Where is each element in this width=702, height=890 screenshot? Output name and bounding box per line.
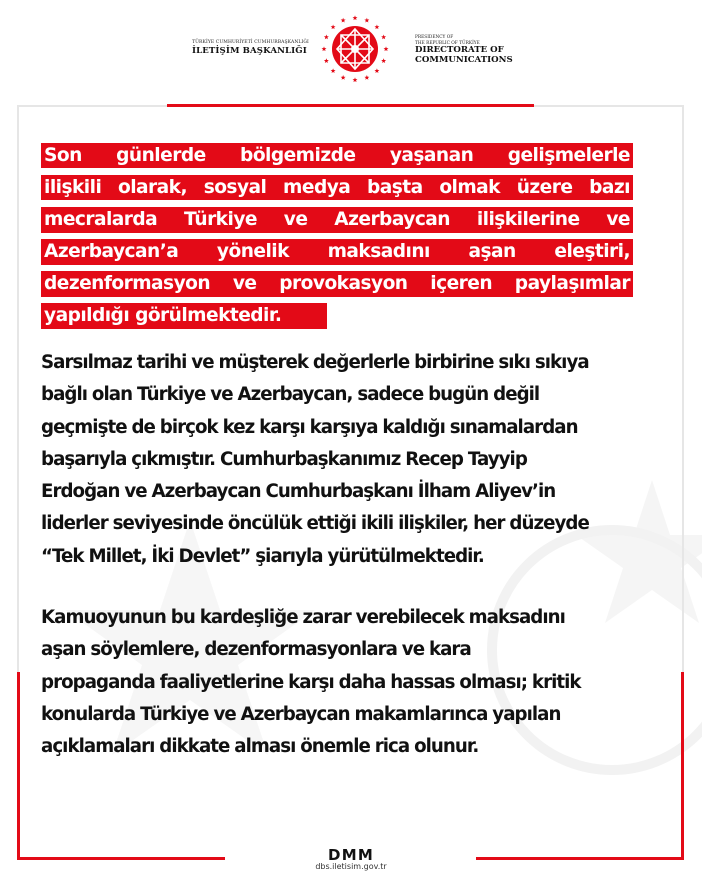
seal-star	[374, 68, 379, 73]
seal-star	[322, 46, 327, 51]
seal-star	[364, 18, 369, 23]
footer	[290, 848, 412, 872]
frame-right-gray	[682, 105, 684, 675]
header-right-sub-1: PRESIDENCY OF	[415, 35, 454, 40]
paragraph-line: “Tek Millet, İki Devlet” şiarıyla yürütülmektedir.	[41, 545, 484, 567]
seal-star	[384, 46, 389, 51]
seal-star	[341, 75, 346, 80]
header-right-sub-2: THE REPUBLIC OF TÜRKİYE	[415, 40, 480, 46]
dmm-logo: DMM	[328, 846, 374, 864]
highlight-line: ilişkili olarak, sosyal medya başta olmak üzere bazı	[41, 175, 633, 200]
seal-star	[353, 77, 358, 82]
frame-right-red	[681, 672, 684, 860]
seal-star	[341, 18, 346, 23]
paragraph-line: liderler seviyesinde öncülük ettiği ikili ilişkiler, her düzeyde	[41, 513, 589, 535]
presidential-seal-icon	[318, 9, 392, 83]
header-left-title	[192, 40, 310, 57]
paragraph-line: Erdoğan ve Azerbaycan Cumhurbaşkanı İlham Aliyev’in	[41, 481, 556, 503]
seal-star	[331, 24, 336, 29]
seal-star	[374, 24, 379, 29]
paragraph-line: başarıyla çıkmıştır. Cumhurbaşkanımız Recep Tayyip	[41, 448, 527, 470]
paragraph-line: propaganda faaliyetlerine karşı daha hassas olması; kritik	[41, 671, 581, 693]
footer-url[interactable]: dbs.iletisim.gov.tr	[315, 862, 387, 871]
frame-left-gray	[17, 105, 19, 675]
seal-star	[324, 35, 329, 40]
paragraph-line: bağlı olan Türkiye ve Azerbaycan, sadece bugün değil	[41, 384, 540, 406]
highlight-line: Son günlerde bölgemizde yaşanan gelişmelerle	[41, 143, 633, 168]
frame-bottom-left-red	[17, 857, 225, 860]
paragraph-line: Kamuoyunun bu kardeşliğe zarar verebilecek maksadını	[41, 607, 565, 628]
seal-star	[381, 35, 386, 40]
highlight-line: dezenformasyon ve provokasyon içeren paylaşımlar	[41, 271, 633, 296]
seal-star	[364, 75, 369, 80]
highlight-line: yapıldığı görülmektedir.	[41, 303, 327, 328]
paragraph-line: geçmişte de birçok kez karşı karşıya kaldığı sınamalardan	[41, 416, 578, 438]
header-right-title	[415, 35, 525, 65]
highlight-line: Azerbaycan’a yönelik maksadını aşan eleştiri,	[41, 239, 633, 264]
header-right-name-1: DIRECTORATE OF	[415, 45, 504, 55]
header-left-subtitle: TÜRKİYE CUMHURİYETİ CUMHURBAŞKANLIĞI	[192, 40, 309, 45]
paragraph-2	[41, 602, 647, 763]
paragraph-line: aşan söylemlere, dezenformasyonlara ve kara	[41, 639, 471, 661]
highlight-line: mecralarda Türkiye ve Azerbaycan ilişkilerine ve	[41, 207, 633, 232]
highlighted-statement	[41, 143, 633, 335]
paragraph-1	[41, 347, 647, 573]
header-left-name: İLETİŞİM BAŞKANLIĞI	[192, 46, 307, 56]
paragraph-line: açıklamaları dikkate alması önemle rica olunur.	[41, 736, 479, 758]
seal-star	[324, 58, 329, 63]
header-right-name-2: COMMUNICATIONS	[415, 54, 513, 65]
paragraph-line: Sarsılmaz tarihi ve müşterek değerlerle birbirine sıkı sıkıya	[41, 352, 589, 373]
seal-star	[353, 15, 358, 20]
paragraph-line: konularda Türkiye ve Azerbaycan makamlarınca yapılan	[41, 703, 561, 725]
seal-star	[331, 68, 336, 73]
frame-top-red-overlay	[167, 104, 534, 107]
header	[0, 0, 702, 100]
seal-star	[381, 58, 386, 63]
frame-left-red	[17, 672, 20, 860]
frame-bottom-right-red	[476, 857, 684, 860]
